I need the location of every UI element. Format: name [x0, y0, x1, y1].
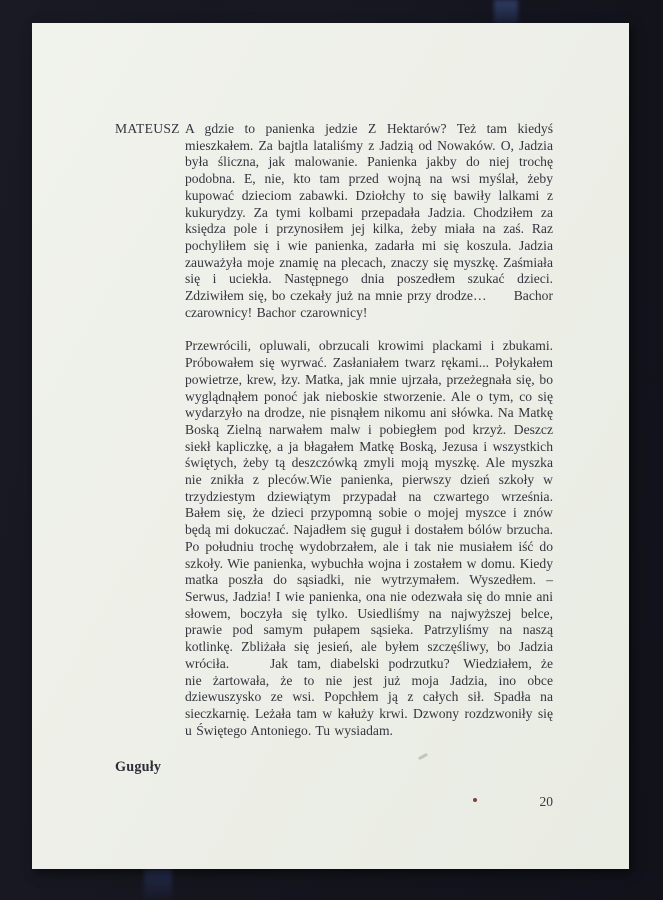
dialogue-block [115, 121, 553, 739]
scan-light-streak-bottom [144, 868, 172, 900]
speech-text [185, 121, 553, 739]
scan-light-streak-top [494, 0, 518, 25]
speaker-name: MATEUSZ [115, 121, 180, 136]
page-number: 20 [539, 794, 553, 809]
red-ink-dot [473, 798, 477, 802]
footer-title: Guguły [115, 759, 162, 775]
scanned-page [32, 23, 629, 869]
pencil-smudge-artifact [418, 753, 428, 760]
speech-paragraph: A gdzie to panienka jedzie Z Hektarów? Też tam kiedyś mieszkałem. Za bajtla lataliśmy z Jadzią od Nowaków. O, Jadzia była śliczna, jak malowanie. Panienka jakby do niej trochę podobna. E, nie, kto tam przed wojną na wsi myślał, żeby kupować dzieciom zabawki. Dziołchy to się bawiły lalkami z kukurydzy. Za tymi kolbami przepadała Jadzia. Chodziłem za księdza pole i przynosiłem jej kilka, żeby miała na zaś. Raz pochyliłem się i wie panienka, zadarła mi się koszula. Jadzia zauważyła moje znamię na plecach, znaczy się myszkę. Zaśmiała się i uciekła. Następnego dnia poszedłem szukać dzieci. Zdziwiłem się, bo czekały już na mnie przy drodze… Bachor czarownicy! Bachor czarownicy! [185, 121, 553, 320]
speech-paragraph: Przewrócili, opluwali, obrzucali krowimi plackami i zbukami. Próbowałem się wyrwać. Zasłaniałem twarz rękami... Połykałem powietrze, krew, łzy. Matka, jak mnie ujrzała, przeżegnała się, bo wyglądnąłem ponoć jak nieboskie stworzenie. Ale o tym, co się wydarzyło na drodze, nie pisnąłem nikomu ani słówka. Na Matkę Boską Zielną narwałem malw i pobiegłem pod krzyż. Deszcz siekł kapliczkę, a ja błagałem Matkę Boską, Jezusa i wszystkich świętych, żeby tą deszczówką zmyli moją myszkę. Ale myszka nie znikła z pleców.Wie panienka, pierwszy dzień szkoły w trzydziestym dziewiątym przypadał na czwartego września. Bałem się, że dzieci przypomną sobie o mojej myszce i znów będą mi dokuczać. Najadłem się guguł i dostałem bólów brzucha. Po południu trochę wydobrzałem, ale i tak nie musiałem iść do szkoły. Wie panienka, wybuchła wojna i zostałem w domu. Kiedy matka poszła do sąsiadki, nie wytrzymałem. Wyszedłem. – Serwus, Jadzia! I wie panienka, ona nie odezwała się do mnie ani słowem, boczyła się tylko. Usiedliśmy na najwyższej belce, prawie pod samym pułapem sąsieka. Patrzyliśmy na naszą kotlinkę. Zbliżała się jesień, ale byłem szczęśliwy, bo Jadzia wróciła. Jak tam, diabelski podrzutku? Wiedziałem, że nie żartowała, że to nie jest już moja Jadzia, ino obce dziewuszysko ze wsi. Popchłem ją z całych sił. Spadła na sieczkarnię. Leżała tam w kałuży krwi. Dzwony rozdzwoniły się u Świętego Antoniego. Tu wysiadam. [185, 338, 553, 738]
